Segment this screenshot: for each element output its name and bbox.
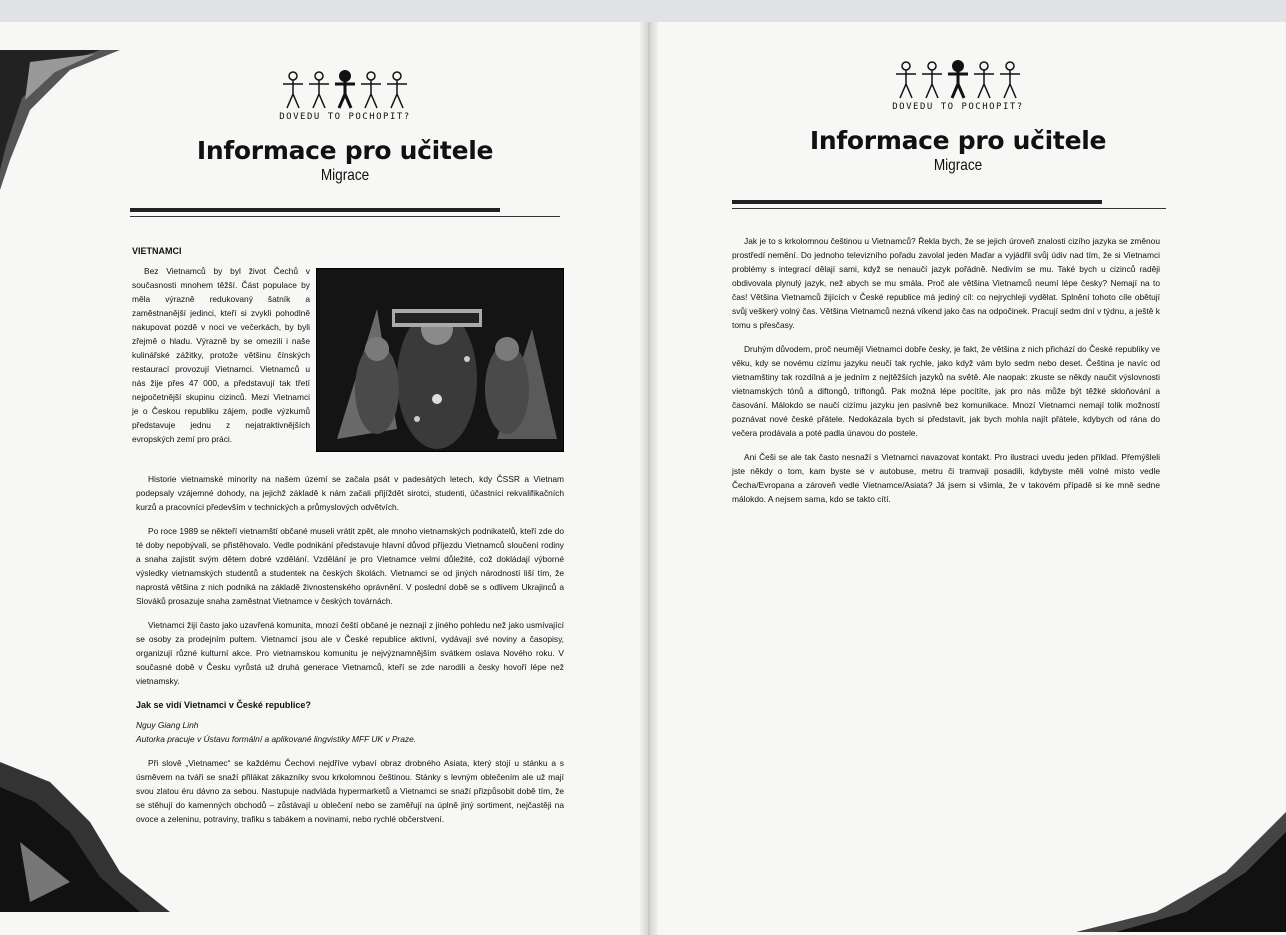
logo-text: DOVEDU TO POCHOPIT? — [892, 102, 1024, 112]
page-title: Informace pro učitele — [809, 126, 1107, 155]
header-rule — [732, 200, 1102, 204]
author-name: Nguy Giang Linh — [136, 720, 199, 730]
corner-ornament-bottom-right — [1076, 812, 1286, 932]
header-rule-thin — [130, 216, 560, 217]
section-heading: VIETNAMCI — [132, 246, 182, 256]
paragraph: Při slově „Vietnamec“ se každému Čechovi nejdříve vybaví obraz drobného Asiata, který stojí u stánku a s úsměvem na tváři se snaží přilákat zákazníky svou krkolomnou češtinou. Stánky s levným oblečením ale už mají svou zlatou éru dávno za sebou. Nastupuje nadvláda hypermarketů a Vietnamci se snaží přizpůsobit době tím, že se stěhují do kamenných obchodů – zůstávají u oblečení nebo se zaměřují na úplně jiný sortiment, nejčastěji na ovoce a zeleninu, potraviny, trafiku s tabákem a novinami, nebo rychlé občerstvení. — [136, 758, 564, 824]
right-column — [732, 234, 1160, 516]
paragraph: Historie vietnamské minority na našem území se začala psát v padesátých letech, kdy ČSSR a Vietnam podepsaly vzájemné dohody, na jejichž základě k nám začali přijíždět sirotci, studenti, účastníci rekvalifikačních kurzů a pracovníci především v technických a průmyslových odvětvích. — [136, 474, 564, 512]
page-subtitle: Migrace — [933, 157, 983, 174]
logo — [798, 60, 1118, 112]
header-rule-thin — [732, 208, 1166, 209]
paragraph: Jak je to s krkolomnou češtinou u Vietnamců? Řekla bych, že se jejich úroveň znalosti cizího jazyka se změnou prostředí nemění. Do jednoho televizního pořadu zavolal jeden Maďar a vyjádřil svůj údiv nad tím, že si Vietnamci problémy s integrací dělají sami, když se nenaučí jazyk pořádně. Nedivím se mu. Také bych u cizinců raději obdivovala plynulý jazyk, než abych se mu smála. Proč ale většina Vietnamců neumí lépe česky? Nemají na to čas! Většina Vietnamců žijících v České republice má jediný cíl: co nejrychleji vydělat. Splnění tohoto cíle obětují svůj veškerý volný čas. Většina Vietnamců nezná víkend jako čas na odpočinek. Pracují sedm dní v týdnu, a ještě k tomu s přesčasy. — [732, 236, 1160, 330]
left-column-bottom — [136, 472, 564, 836]
left-column-top — [132, 244, 310, 456]
people-chain-icon — [893, 60, 1023, 100]
page-subtitle: Migrace — [320, 167, 370, 184]
paragraph: Druhým důvodem, proč neumějí Vietnamci dobře česky, je fakt, že většina z nich přichází do České republiky ve věku, kdy se novému cizímu jazyku neučí tak rychle, jako když vám bylo sedm nebo deset. Čeština je navíc od vietnamštiny tak rozdílná a je jedním z nejtěžších jazyků na světě. Ale naopak: zkuste se někdy naučit výslovnosti vietnamských tónů a diftongů, triftongů. Pak možná lépe pocítíte, jak pro nás může být těžké skloňování a časování. Málokdo se naučí cizímu jazyku jen pasivně bez komunikace. Mnozí Vietnamci nemají tolik možností poznávat nové české přátele. Nedokázala bych si představit, jak bych mohla najít přátele, kdybych od rána do večera prodávala a poté padla únavou do postele. — [732, 344, 1160, 438]
photo-vietnamese-mural — [316, 268, 564, 452]
logo — [190, 70, 500, 122]
paragraph: Vietnamci žijí často jako uzavřená komunita, mnozí čeští občané je neznají z jiného pohledu než jako usmívající se osoby za prodejním pultem. Vietnamci jsou ale v České republice aktivní, vydávají své noviny a časopisy, organizují různé kulturní akce. Pro vietnamskou komunitu je nejvýznamnějším svátkem oslava Nového roku. V současné době v Česku vyrůstá už druhá generace Vietnamců, kteří se zde narodili a česky hovoří lépe než vietnamsky. — [136, 620, 564, 686]
corner-ornament-top-left — [0, 50, 120, 190]
left-header — [190, 70, 500, 185]
paragraph: Ani Češi se ale tak často nesnaží s Vietnamci navazovat kontakt. Pro ilustraci uvedu jeden příklad. Přemýšleli jste někdy o tom, kam byste se v autobuse, metru či tramvaji posadili, kdybyste měli volné místo vedle Čecha/Evropana a zároveň vedle Vietnamce/Asiata? Já jsem si všimla, že v takovém případě si ke mně sedne málokdo. A nejsem sama, kdo se takto cítí. — [732, 452, 1160, 504]
left-page — [0, 22, 640, 935]
right-header — [798, 60, 1118, 175]
logo-text: DOVEDU TO POCHOPIT? — [279, 112, 411, 122]
right-page — [658, 22, 1286, 935]
paragraph: Po roce 1989 se někteří vietnamští občané museli vrátit zpět, ale mnoho vietnamských podnikatelů, kteří zde do té doby nepobývali, se přistěhovalo. Vedle podnikání představuje hlavní důvod příjezdu Vietnamců sloučení rodiny a snaha zajistit svým dětem dobré vzdělání. Vzdělání je pro Vietnamce velmi důležité, což dokládají výborné výsledky vietnamských studentů a studentek na českých školách. Vietnamci se od jiných národností liší tím, že naprostá většina z nich podniká na základě živnostenského oprávnění. V poslední době se s odlivem Ukrajinců a Slováků prosazuje snaha zaměstnat Vietnamce v českých továrnách. — [136, 526, 564, 606]
question-heading: Jak se vidí Vietnamci v České republice? — [136, 700, 311, 710]
page-title: Informace pro učitele — [196, 136, 494, 165]
author-affiliation: Autorka pracuje v Ústavu formální a aplikované lingvistiky MFF UK v Praze. — [136, 734, 417, 744]
paragraph: Bez Vietnamců by byl život Čechů v současnosti mnohem těžší. Část populace by měla výrazně redukovaný šatník a zaměstnanější jedinci, kteří si zvykli pohodlně nakupovat pozdě v noci ve večerkách, by byli zřejmě o hladu. Výrazně by se omezili i naše kulinářské zážitky, protože většinu čínských restaurací provozují Vietnamci. Vietnamců u nás žije přes 47 000, a představují tak třetí nejpočetnější skupinu cizinců. Mezi Vietnamci je o Českou republiku zájem, podle výzkumů představuje jednu z nejatraktivnějších evropských zemí pro práci. — [132, 266, 310, 444]
header-rule — [130, 208, 500, 212]
book-gutter — [640, 22, 658, 935]
people-chain-icon — [280, 70, 410, 110]
